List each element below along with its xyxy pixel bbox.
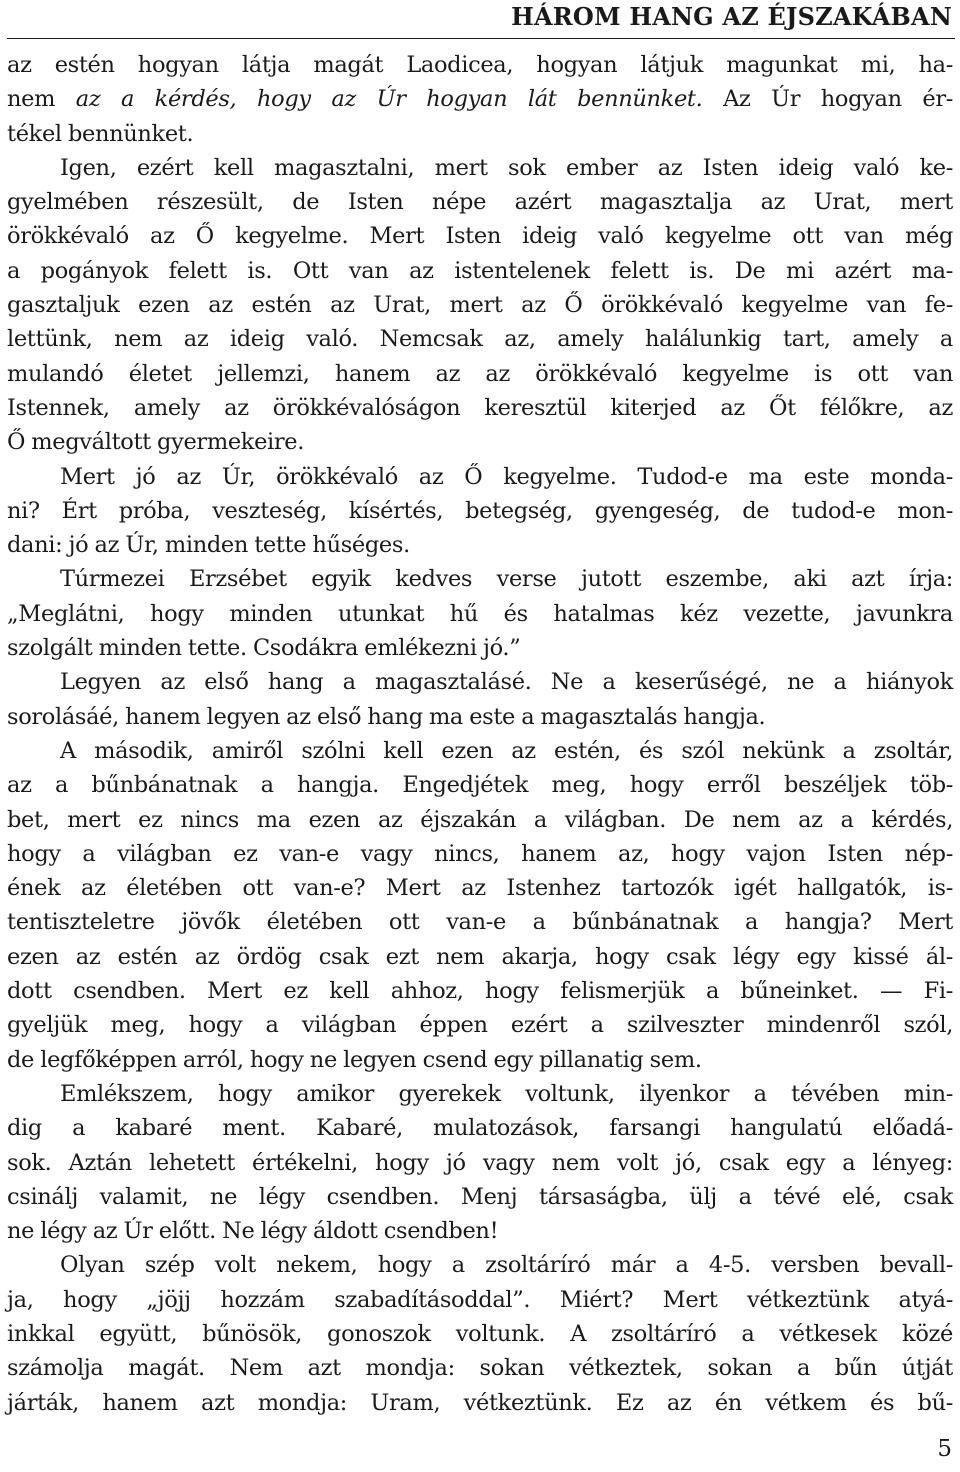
text-line: bet, mert ez nincs ma ezen az éjszakán a világban. De nem az a kérdés, — [7, 806, 953, 833]
text-line: dani: jó az Úr, minden tette hűséges. — [7, 532, 410, 559]
text-line: mulandó életet jellemzi, hanem az az örökkévaló kegyelme is ott van — [7, 360, 953, 387]
text-line: gyelmében részesült, de Isten népe azért magasztalja az Urat, mert — [7, 189, 953, 216]
text-line: dig a kabaré ment. Kabaré, mulatozások, farsangi hangulatú előadá- — [7, 1115, 953, 1142]
text-line: Ő megváltott gyermekeire. — [7, 429, 305, 456]
paragraph-first-line: Igen, ezért kell magasztalni, mert sok ember az Isten ideig való ke- — [60, 154, 953, 181]
text-line: sok. Aztán lehetett értékelni, hogy jó vagy nem volt jó, csak egy a lényeg: — [7, 1149, 953, 1176]
text-line: ne légy az Úr előtt. Ne légy áldott csendben! — [7, 1218, 499, 1245]
text-line: ének az életében ott van-e? Mert az Istenhez tartozók igét hallgatók, is- — [7, 875, 953, 902]
paragraph-first-line: Legyen az első hang a magasztalásé. Ne a keserűségé, ne a hiányok — [60, 669, 953, 696]
text-line: gyeljük meg, hogy a világban éppen ezért a szilveszter mindenről szól, — [7, 1012, 953, 1039]
text-line — [7, 82, 953, 116]
text-line: Istennek, amely az örökkévalóságon keresztül kiterjed az Őt félőkre, az — [7, 394, 953, 421]
text-line: számolja magát. Nem azt mondja: sokan vétkeztek, sokan a bűn útját — [7, 1355, 953, 1382]
text-line: hogy a világban ez van-e vagy nincs, hanem az, hogy vajon Isten nép- — [7, 840, 953, 867]
paragraph-first-line: Mert jó az Úr, örökkévaló az Ő kegyelme. Tudod-e ma este monda- — [60, 463, 953, 490]
text-line: dott csendben. Mert ez kell ahhoz, hogy felismerjük a bűneinket. — Fi- — [7, 978, 953, 1005]
page-number: 5 — [937, 1436, 952, 1462]
text-line: tentiszteletre jövők életében ott van-e a bűnbánatnak a hangja? Mert — [7, 909, 953, 936]
header-rule — [7, 38, 955, 39]
text-line: gasztaljuk ezen az estén az Urat, mert az Ő örökkévaló kegyelme van fe- — [7, 292, 953, 319]
text-line: örökkévaló az Ő kegyelme. Mert Isten ideig való kegyelme ott van még — [7, 223, 953, 250]
text-line: járták, hanem azt mondja: Uram, vétkeztünk. Ez az én vétkem és bű- — [7, 1389, 953, 1416]
paragraph-first-line: Emlékszem, hogy amikor gyerekek voltunk, ilyenkor a tévében min- — [60, 1080, 953, 1107]
text-line: sorolásáé, hanem legyen az első hang ma este a magasztalás hangja. — [7, 703, 766, 730]
text-line: lettünk, nem az ideig való. Nemcsak az, amely halálunkig tart, amely a — [7, 326, 953, 353]
italic-span: az a kérdés, hogy az Úr hogyan lát bennünket. — [75, 86, 703, 113]
running-title: HÁROM HANG AZ ÉJSZAKÁBAN — [511, 2, 952, 31]
paragraph-first-line: Olyan szép volt nekem, hogy a zsoltáríró már a 4-5. versben bevall- — [60, 1252, 953, 1279]
body-text — [7, 48, 953, 1420]
paragraph-first-line: A második, amiről szólni kell ezen az estén, és szól nekünk a zsoltár, — [60, 737, 953, 764]
text-line: ni? Ért próba, veszteség, kísértés, betegség, gyengeség, de tudod-e mon- — [7, 497, 953, 524]
text-span: nem — [7, 86, 76, 113]
text-span: Az Úr hogyan ér- — [702, 86, 954, 113]
text-line: tékel bennünket. — [7, 120, 194, 147]
text-line: csinálj valamit, ne légy csendben. Menj társaságba, ülj a tévé elé, csak — [7, 1183, 953, 1210]
text-line: a pogányok felett is. Ott van az istentelenek felett is. De mi azért ma- — [7, 257, 953, 284]
text-line: az estén hogyan látja magát Laodicea, hogyan látjuk magunkat mi, ha- — [7, 52, 953, 78]
text-line: ezen az estén az ördög csak ezt nem akarja, hogy csak légy egy kissé ál- — [7, 943, 953, 970]
text-line: szolgált minden tette. Csodákra emlékezni jó.” — [7, 635, 521, 662]
text-line: „Meglátni, hogy minden utunkat hű és hatalmas kéz vezette, javunkra — [7, 600, 953, 627]
text-line: ja, hogy „jöjj hozzám szabadításoddal”. Miért? Mert vétkeztünk atyá- — [7, 1286, 953, 1313]
paragraph-first-line: Túrmezei Erzsébet egyik kedves verse jutott eszembe, aki azt írja: — [60, 566, 953, 593]
text-line: inkkal együtt, bűnösök, gonoszok voltunk. A zsoltáríró a vétkesek közé — [7, 1320, 953, 1347]
text-line: az a bűnbánatnak a hangja. Engedjétek meg, hogy erről beszéljek töb- — [7, 772, 953, 799]
text-line: de legfőképpen arról, hogy ne legyen csend egy pillanatig sem. — [7, 1046, 702, 1073]
